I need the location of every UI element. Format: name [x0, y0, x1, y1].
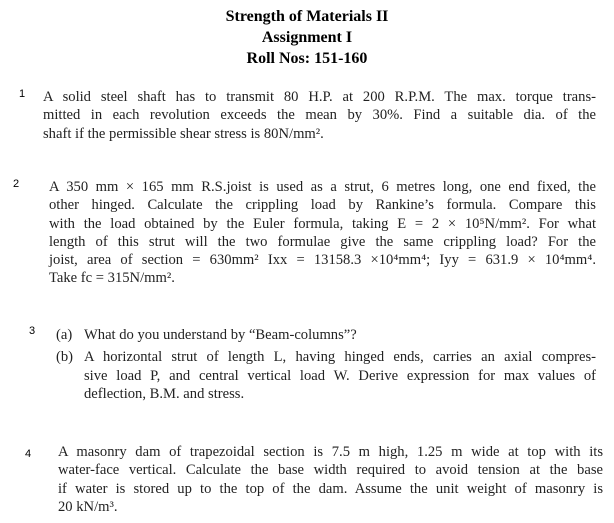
assignment-title: Assignment I: [261, 29, 353, 46]
question-2-line: length of this strut will the two formulae give the same crippling load? For the: [49, 233, 596, 250]
question-2-line: joist, area of section = 630mm² Ixx = 13158.3 ×10⁴mm⁴; Iyy = 631.9 × 10⁴mm⁴.: [49, 252, 596, 269]
question-2-line: Take fc = 315N/mm².: [49, 270, 175, 287]
question-4-line: 20 kN/m³.: [58, 498, 118, 515]
roll-numbers: Roll Nos: 151-160: [246, 50, 368, 67]
part-b-line: A horizontal strut of length L, having hinged ends, carries an axial compres-: [84, 349, 596, 365]
part-label: (b): [56, 349, 74, 365]
part-b-line: sive load P, and central vertical load W. Derive expression for max values of: [84, 367, 596, 384]
question-2-line: other hinged. Calculate the crippling load by Rankine’s formula. Compare this: [49, 197, 596, 214]
question-3-part-a: [56, 325, 596, 346]
document-header: [0, 6, 614, 69]
question-4-line: A masonry dam of trapezoidal section is 7.5 m high, 1.25 m wide at top with its: [58, 444, 603, 460]
question-number-4: 4: [25, 448, 32, 460]
question-number-1: 1: [19, 88, 26, 100]
question-4-line: if water is stored up to the top of the dam. Assume the unit weight of masonry is: [58, 480, 603, 497]
course-title: Strength of Materials II: [225, 8, 389, 25]
question-2-line: with the load obtained by the Euler formula, taking E = 2 × 10⁵N/mm². For what: [49, 215, 596, 232]
question-2-line: A 350 mm × 165 mm R.S.joist is used as a strut, 6 metres long, one end fixed, the: [49, 179, 596, 195]
question-1-line: A solid steel shaft has to transmit 80 H.P. at 200 R.P.M. The max. torque trans-: [43, 89, 596, 105]
question-1-line: shaft if the permissible shear stress is 80N/mm².: [43, 125, 324, 142]
part-label: (a): [56, 327, 73, 343]
question-2: [49, 178, 596, 288]
question-4-line: water-face vertical. Calculate the base width required to avoid tension at the base: [58, 462, 603, 479]
question-4: [58, 443, 603, 516]
question-number-3: 3: [29, 325, 36, 337]
question-3-part-b: [56, 348, 596, 404]
part-b-line: deflection, B.M. and stress.: [84, 386, 245, 403]
question-1-line: mitted in each revolution exceeds the mean by 30%. Find a suitable dia. of the: [43, 107, 596, 124]
part-a-line: What do you understand by “Beam-columns”?: [84, 327, 357, 343]
question-number-2: 2: [13, 178, 20, 190]
question-1: [43, 88, 596, 143]
